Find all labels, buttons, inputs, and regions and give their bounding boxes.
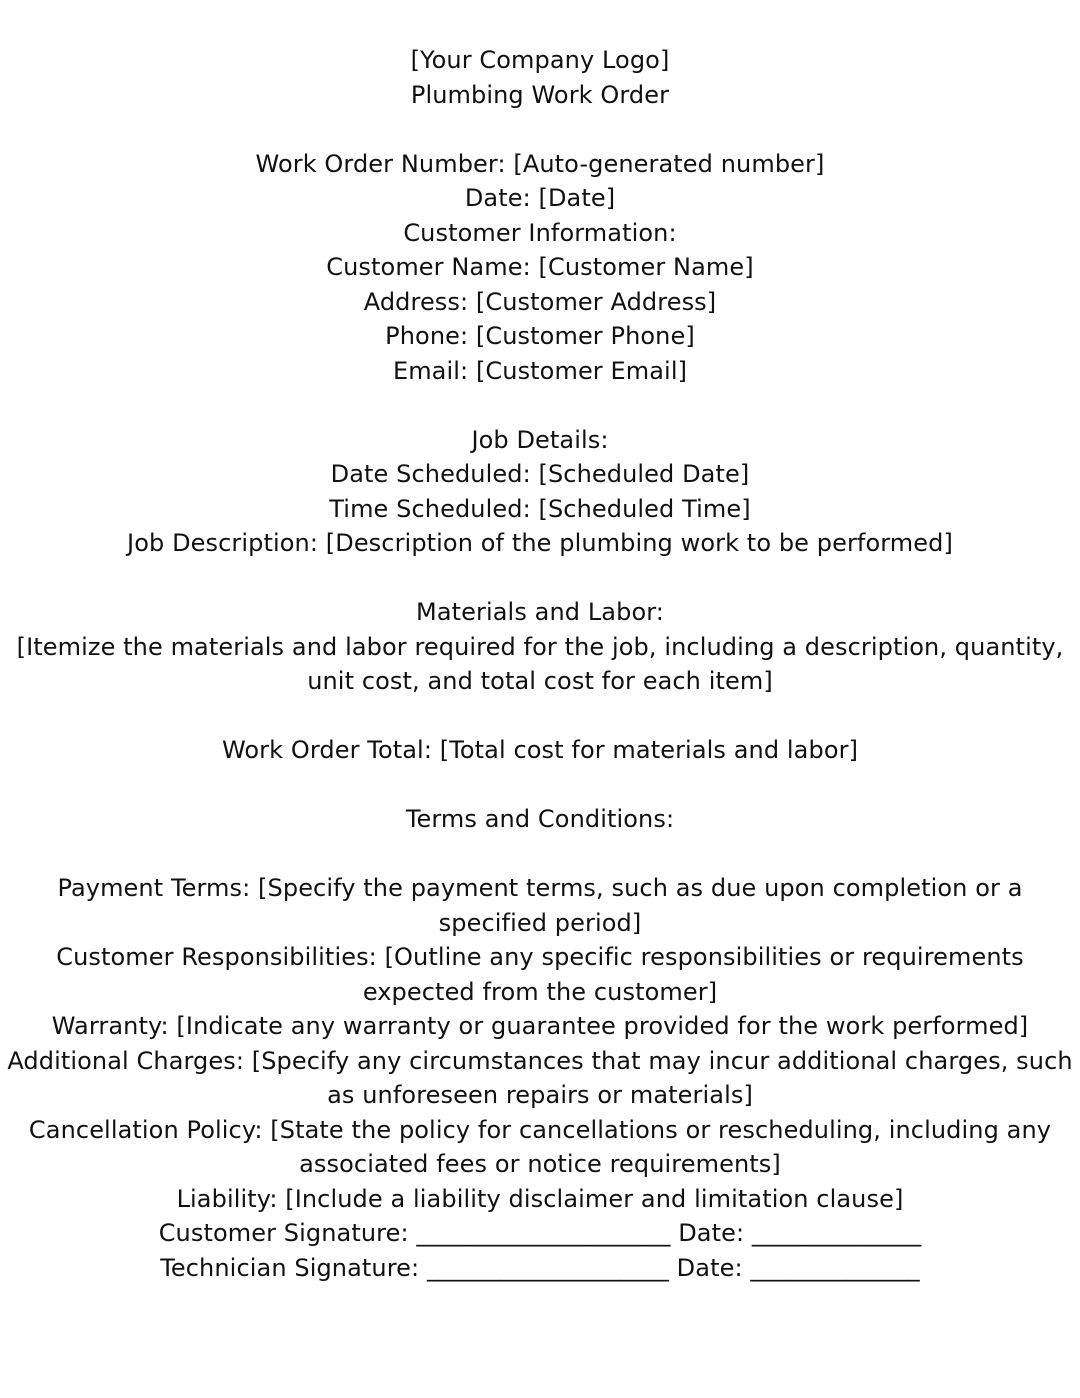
customer-phone: Phone: [Customer Phone] bbox=[385, 322, 695, 350]
customer-name: Customer Name: [Customer Name] bbox=[326, 253, 754, 281]
work-order-document bbox=[0, 43, 1080, 1285]
customer-address: Address: [Customer Address] bbox=[363, 287, 717, 316]
liability: Liability: [Include a liability disclaimer and limitation clause] bbox=[176, 1184, 904, 1213]
company-logo-placeholder: [Your Company Logo] bbox=[410, 46, 670, 74]
time-scheduled: Time Scheduled: [Scheduled Time] bbox=[329, 494, 751, 523]
job-description: Job Description: [Description of the plumbing work to be performed] bbox=[127, 529, 953, 557]
customer-responsibilities: Customer Responsibilities: [Outline any specific responsibilities or requirements expected from the customer] bbox=[56, 943, 1024, 1006]
customer-signature-line: Customer Signature: _____________________ Date: ______________ bbox=[158, 1219, 922, 1247]
work-order-number: Work Order Number: [Auto-generated number] bbox=[255, 149, 825, 178]
materials-heading: Materials and Labor: bbox=[416, 598, 664, 626]
additional-charges: Additional Charges: [Specify any circumstances that may incur additional charges, such as unforeseen repairs or materials] bbox=[7, 1046, 1073, 1109]
materials-text: [Itemize the materials and labor required for the job, including a description, quantity, unit cost, and total cost for each item] bbox=[16, 632, 1064, 695]
customer-info-heading: Customer Information: bbox=[403, 218, 677, 247]
warranty: Warranty: [Indicate any warranty or guarantee provided for the work performed] bbox=[51, 1012, 1029, 1040]
cancellation-policy: Cancellation Policy: [State the policy for cancellations or rescheduling, including any associated fees or notice requirements] bbox=[28, 1115, 1052, 1178]
spacer bbox=[0, 561, 1080, 596]
order-date: Date: [Date] bbox=[464, 184, 616, 212]
payment-terms: Payment Terms: [Specify the payment terms, such as due upon completion or a specified period] bbox=[57, 874, 1023, 937]
spacer bbox=[0, 837, 1080, 872]
date-scheduled: Date Scheduled: [Scheduled Date] bbox=[330, 460, 750, 488]
work-order-total: Work Order Total: [Total cost for materials and labor] bbox=[221, 736, 859, 764]
document-title: Plumbing Work Order bbox=[410, 80, 670, 109]
spacer bbox=[0, 112, 1080, 147]
terms-heading: Terms and Conditions: bbox=[405, 805, 675, 833]
spacer bbox=[0, 388, 1080, 423]
customer-email: Email: [Customer Email] bbox=[392, 356, 688, 385]
spacer bbox=[0, 768, 1080, 803]
technician-signature-line: Technician Signature: ____________________ Date: ______________ bbox=[160, 1253, 920, 1282]
spacer bbox=[0, 699, 1080, 734]
job-details-heading: Job Details: bbox=[471, 425, 609, 454]
